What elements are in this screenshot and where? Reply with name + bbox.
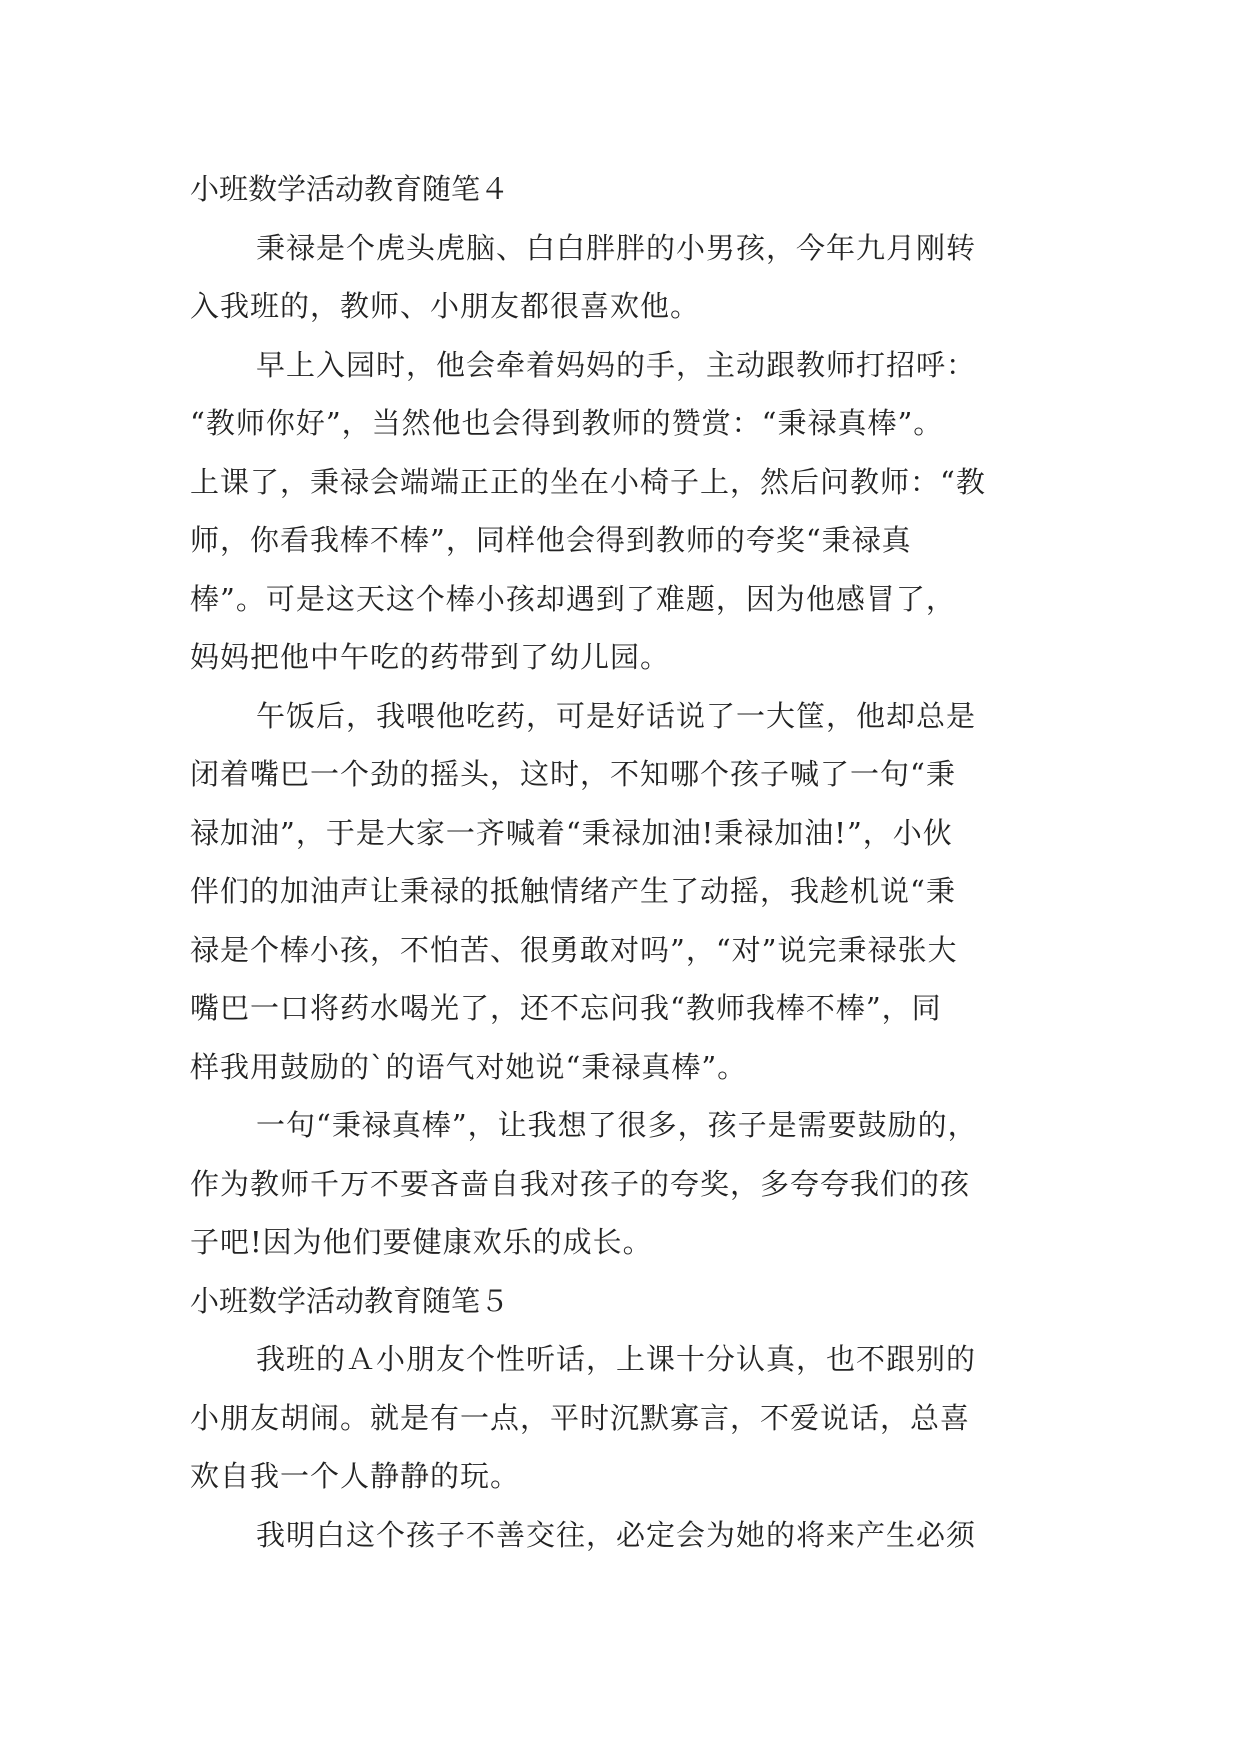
text-line: 我明白这个孩子不善交往，必定会为她的将来产生必须 xyxy=(256,1517,977,1552)
text-line: 闭着嘴巴一个劲的摇头，这时，不知哪个孩子喊了一句“秉 xyxy=(190,757,956,791)
document-body xyxy=(190,160,1060,1564)
text-line: 我班的Ａ小朋友个性听话，上课十分认真，也不跟别的 xyxy=(256,1342,977,1376)
text-line: 妈妈把他中午吃的药带到了幼儿园。 xyxy=(190,640,671,674)
text-line: 师，你看我棒不棒”，同样他会得到教师的夸奖“秉禄真 xyxy=(190,523,912,557)
text-line: 禄是个棒小孩，不怕苦、很勇敢对吗”，“对”说完秉禄张大 xyxy=(190,932,958,967)
text-line: 小朋友胡闹。就是有一点，平时沉默寡言，不爱说话，总喜 xyxy=(190,1400,971,1435)
text-line: 入我班的，教师、小朋友都很喜欢他。 xyxy=(190,289,701,323)
text-line: 禄加油”，于是大家一齐喊着“秉禄加油!秉禄加油!”，小伙 xyxy=(190,815,953,850)
text-line: 子吧!因为他们要健康欢乐的成长。 xyxy=(190,1225,653,1259)
text-line: 上课了，秉禄会端端正正的坐在小椅子上，然后问教师：“教 xyxy=(190,464,986,499)
section-heading: 小班数学活动教育随笔４ xyxy=(190,172,510,206)
text-line: 棒”。可是这天这个棒小孩却遇到了难题，因为他感冒了， xyxy=(190,581,956,616)
text-line: 一句“秉禄真棒”，让我想了很多，孩子是需要鼓励的， xyxy=(256,1108,978,1142)
text-line: 秉禄是个虎头虎脑、白白胖胖的小男孩，今年九月刚转 xyxy=(256,230,977,265)
text-line: “教师你好”，当然他也会得到教师的赞赏：“秉禄真棒”。 xyxy=(190,406,944,440)
text-line: 伴们的加油声让秉禄的抵触情绪产生了动摇，我趁机说“秉 xyxy=(190,874,956,908)
section-heading: 小班数学活动教育随笔５ xyxy=(190,1283,510,1318)
text-line: 欢自我一个人静静的玩。 xyxy=(190,1459,521,1493)
text-line: 嘴巴一口将药水喝光了，还不忘问我“教师我棒不棒”，同 xyxy=(190,991,942,1025)
text-line: 早上入园时，他会牵着妈妈的手，主动跟教师打招呼： xyxy=(256,347,977,382)
text-line: 午饭后，我喂他吃药，可是好话说了一大筐，他却总是 xyxy=(256,698,977,733)
text-line: 作为教师千万不要吝啬自我对孩子的夸奖，多夸夸我们的孩 xyxy=(190,1166,971,1201)
text-line: 样我用鼓励的`的语气对她说“秉禄真棒”。 xyxy=(190,1049,748,1084)
